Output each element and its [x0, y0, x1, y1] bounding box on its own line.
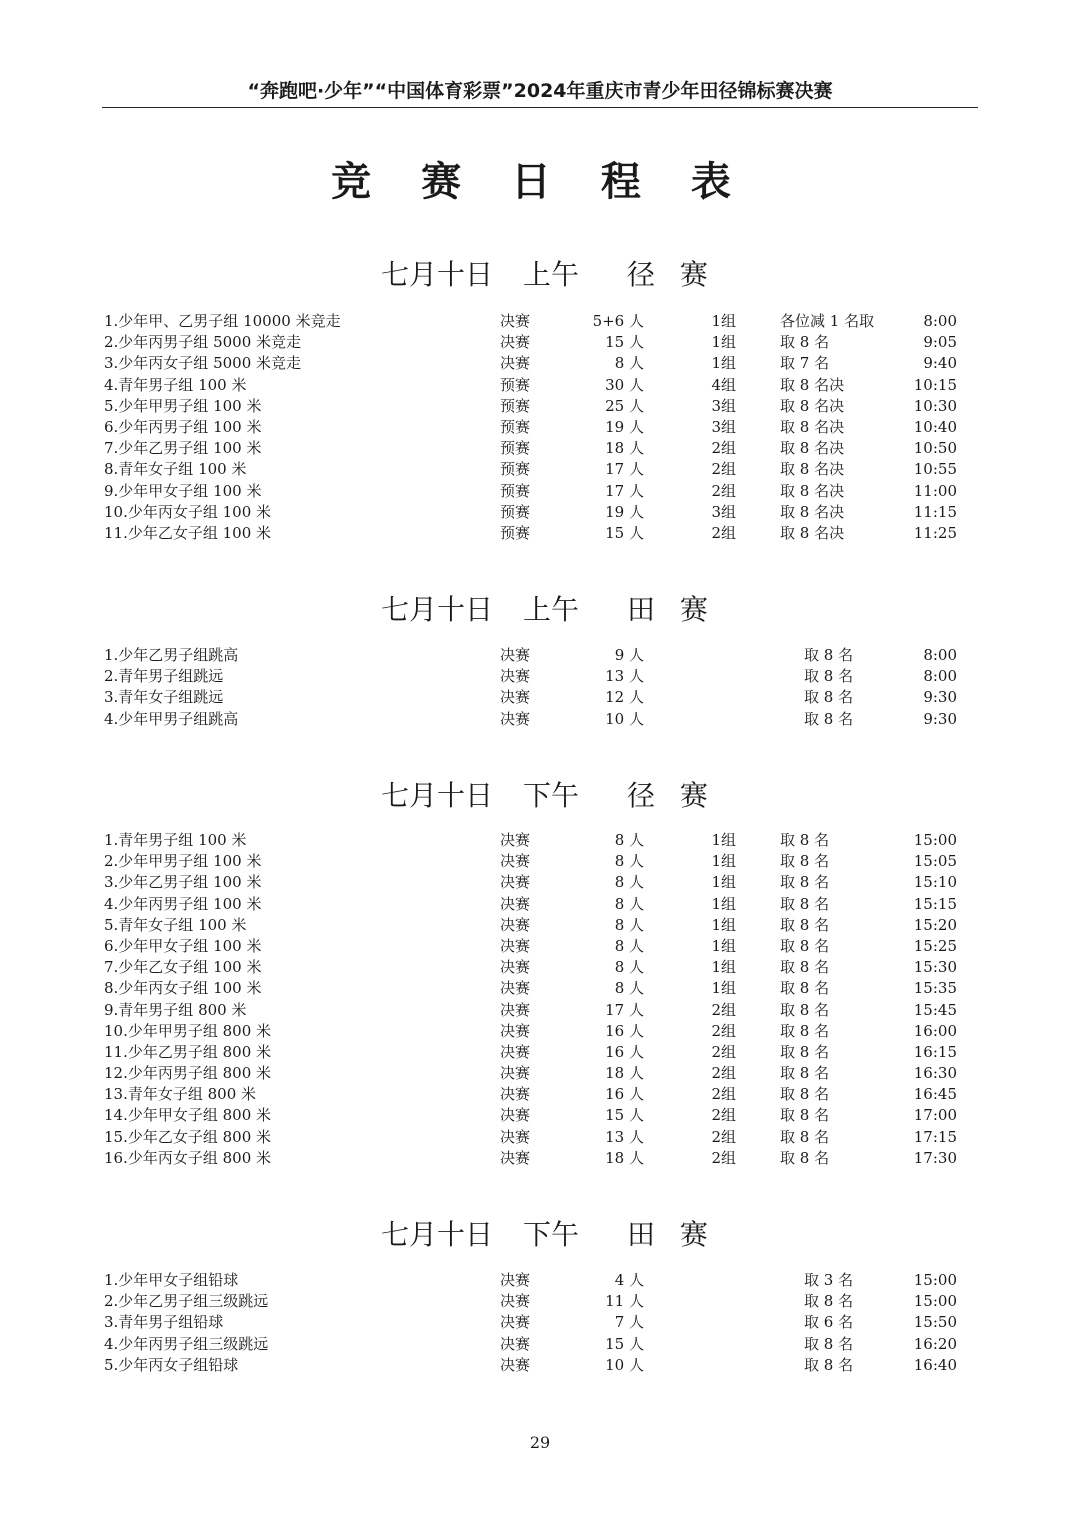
table-row [0, 353, 1080, 374]
athlete-count: 8 人 [614, 958, 644, 977]
advance-rule: 取 8 名 [804, 1355, 854, 1374]
event-name: 4.少年丙男子组三级跳远 [104, 1334, 269, 1353]
start-time: 15:00 [913, 831, 957, 849]
advance-rule: 取 8 名 [780, 1085, 830, 1104]
athlete-count: 19 人 [605, 502, 644, 521]
group-count: 2组 [711, 1064, 736, 1083]
start-time: 17:15 [913, 1127, 957, 1146]
advance-rule: 取 8 名决 [780, 481, 845, 500]
section-period: 上午 [523, 258, 580, 291]
athlete-count: 13 人 [605, 1127, 644, 1146]
round-type: 决赛 [500, 1085, 531, 1104]
athlete-count: 12 人 [605, 688, 644, 707]
section-date: 七月十日 [380, 779, 493, 812]
table-row [0, 851, 1080, 872]
group-count: 2组 [711, 1021, 736, 1040]
table-row [0, 1291, 1080, 1312]
advance-rule: 取 8 名决 [780, 396, 845, 415]
group-count: 2组 [711, 439, 736, 458]
advance-rule: 取 8 名 [780, 915, 830, 934]
round-type: 决赛 [500, 1292, 531, 1311]
round-type: 决赛 [500, 979, 531, 998]
start-time: 9:30 [923, 688, 957, 707]
advance-rule: 取 8 名 [780, 831, 830, 849]
round-type: 决赛 [500, 1064, 531, 1083]
start-time: 11:00 [913, 481, 957, 500]
round-type: 预赛 [500, 439, 531, 458]
athlete-count: 8 人 [614, 831, 644, 849]
start-time: 16:45 [913, 1085, 957, 1104]
advance-rule: 取 8 名 [780, 979, 830, 998]
event-name: 3.青年女子组跳远 [104, 688, 224, 707]
athlete-count: 16 人 [605, 1042, 644, 1061]
round-type: 预赛 [500, 417, 531, 436]
start-time: 8:00 [923, 667, 957, 686]
event-name: 2.少年乙男子组三级跳远 [104, 1292, 269, 1311]
start-time: 16:15 [913, 1042, 957, 1061]
start-time: 9:05 [923, 333, 957, 352]
athlete-count: 15 人 [605, 1106, 644, 1125]
table-row [0, 894, 1080, 915]
event-name: 5.青年女子组 100 米 [104, 915, 247, 934]
advance-rule: 各位减 1 名取 [780, 312, 875, 330]
round-type: 决赛 [500, 831, 531, 849]
section-period: 上午 [523, 593, 580, 626]
start-time: 11:25 [913, 523, 957, 542]
round-type: 决赛 [500, 646, 531, 664]
section-heading-am-field [0, 588, 1080, 628]
event-name: 2.少年甲男子组 100 米 [104, 852, 262, 871]
table-row [0, 1000, 1080, 1021]
start-time: 10:40 [913, 417, 957, 436]
group-count: 1组 [711, 831, 736, 849]
start-time: 15:45 [913, 1000, 957, 1019]
advance-rule: 取 8 名决 [780, 502, 845, 521]
table-row [0, 936, 1080, 957]
table-row [0, 1084, 1080, 1105]
group-count: 1组 [711, 936, 736, 955]
event-name: 5.少年甲男子组 100 米 [104, 396, 262, 415]
round-type: 决赛 [500, 1000, 531, 1019]
athlete-count: 8 人 [614, 852, 644, 871]
event-name: 1.少年乙男子组跳高 [104, 646, 239, 664]
group-count: 1组 [711, 852, 736, 871]
start-time: 15:20 [913, 915, 957, 934]
table-row [0, 645, 1080, 666]
group-count: 1组 [711, 958, 736, 977]
event-name: 3.少年丙女子组 5000 米竞走 [104, 354, 302, 373]
event-name: 9.青年男子组 800 米 [104, 1000, 247, 1019]
round-type: 决赛 [500, 894, 531, 913]
schedule-table-am-field [0, 645, 1080, 730]
athlete-count: 13 人 [605, 667, 644, 686]
group-count: 2组 [711, 1042, 736, 1061]
advance-rule: 取 7 名 [780, 354, 830, 373]
round-type: 预赛 [500, 502, 531, 521]
event-name: 8.少年丙女子组 100 米 [104, 979, 262, 998]
event-name: 1.少年甲女子组铅球 [104, 1271, 239, 1289]
advance-rule: 取 8 名 [804, 1334, 854, 1353]
athlete-count: 8 人 [614, 936, 644, 955]
advance-rule: 取 8 名 [780, 852, 830, 871]
table-row [0, 915, 1080, 936]
table-row [0, 396, 1080, 417]
group-count: 2组 [711, 1127, 736, 1146]
group-count: 2组 [711, 523, 736, 542]
group-count: 3组 [711, 417, 736, 436]
start-time: 15:00 [913, 1292, 957, 1311]
start-time: 15:50 [913, 1313, 957, 1332]
page-number: 29 [529, 1433, 551, 1452]
round-type: 决赛 [500, 312, 531, 330]
advance-rule: 取 3 名 [804, 1271, 854, 1289]
table-row [0, 1355, 1080, 1376]
start-time: 17:30 [913, 1148, 957, 1167]
start-time: 16:30 [913, 1064, 957, 1083]
section-date: 七月十日 [380, 258, 493, 291]
section-period: 下午 [523, 1218, 580, 1251]
group-count: 4组 [711, 375, 736, 394]
table-row [0, 502, 1080, 523]
advance-rule: 取 8 名 [780, 936, 830, 955]
athlete-count: 16 人 [605, 1085, 644, 1104]
event-name: 3.青年男子组铅球 [104, 1313, 224, 1332]
round-type: 决赛 [500, 958, 531, 977]
schedule-table-pm-field [0, 1270, 1080, 1376]
table-row [0, 1063, 1080, 1084]
table-row [0, 438, 1080, 459]
section-heading-am-track [0, 253, 1080, 293]
round-type: 决赛 [500, 1042, 531, 1061]
round-type: 决赛 [500, 1313, 531, 1332]
advance-rule: 取 8 名 [780, 958, 830, 977]
group-count: 2组 [711, 460, 736, 479]
table-row [0, 1312, 1080, 1333]
table-row [0, 687, 1080, 708]
section-type: 径 赛 [627, 779, 716, 812]
table-row [0, 978, 1080, 999]
start-time: 15:10 [913, 873, 957, 892]
athlete-count: 10 人 [605, 1355, 644, 1374]
start-time: 15:05 [913, 852, 957, 871]
athlete-count: 17 人 [605, 481, 644, 500]
event-name: 4.青年男子组 100 米 [104, 375, 247, 394]
advance-rule: 取 8 名 [804, 709, 854, 728]
table-row [0, 709, 1080, 730]
group-count: 1组 [711, 333, 736, 352]
group-count: 2组 [711, 1000, 736, 1019]
advance-rule: 取 8 名决 [780, 417, 845, 436]
event-name: 13.青年女子组 800 米 [104, 1085, 257, 1104]
section-type: 田 赛 [627, 1218, 716, 1251]
round-type: 决赛 [500, 873, 531, 892]
table-row [0, 1042, 1080, 1063]
table-row [0, 872, 1080, 893]
section-type: 径 赛 [627, 258, 716, 291]
group-count: 1组 [711, 894, 736, 913]
athlete-count: 30 人 [605, 375, 644, 394]
event-name: 11.少年乙男子组 800 米 [104, 1042, 272, 1061]
athlete-count: 8 人 [614, 894, 644, 913]
event-name: 10.少年甲男子组 800 米 [104, 1021, 272, 1040]
advance-rule: 取 8 名决 [780, 439, 845, 458]
start-time: 11:15 [913, 502, 957, 521]
start-time: 8:00 [923, 646, 957, 664]
event-name: 1.青年男子组 100 米 [104, 831, 247, 849]
header-divider [102, 107, 978, 108]
athlete-count: 8 人 [614, 354, 644, 373]
event-name: 5.少年丙女子组铅球 [104, 1355, 239, 1374]
event-name: 6.少年丙男子组 100 米 [104, 417, 262, 436]
advance-rule: 取 8 名 [804, 667, 854, 686]
athlete-count: 8 人 [614, 873, 644, 892]
round-type: 决赛 [500, 354, 531, 373]
table-row [0, 1021, 1080, 1042]
table-row [0, 332, 1080, 353]
event-name: 10.少年丙女子组 100 米 [104, 502, 272, 521]
start-time: 16:20 [913, 1334, 957, 1353]
table-row [0, 1127, 1080, 1148]
start-time: 10:50 [913, 439, 957, 458]
advance-rule: 取 8 名决 [780, 460, 845, 479]
group-count: 1组 [711, 915, 736, 934]
athlete-count: 11 人 [605, 1292, 644, 1311]
round-type: 决赛 [500, 1106, 531, 1125]
event-name: 14.少年甲女子组 800 米 [104, 1106, 272, 1125]
advance-rule: 取 8 名 [780, 1021, 830, 1040]
round-type: 决赛 [500, 915, 531, 934]
advance-rule: 取 8 名 [780, 1064, 830, 1083]
athlete-count: 15 人 [605, 523, 644, 542]
group-count: 2组 [711, 1148, 736, 1167]
athlete-count: 17 人 [605, 460, 644, 479]
advance-rule: 取 8 名 [804, 1292, 854, 1311]
athlete-count: 15 人 [605, 1334, 644, 1353]
section-period: 下午 [523, 779, 580, 812]
section-date: 七月十日 [380, 1218, 493, 1251]
advance-rule: 取 8 名 [804, 688, 854, 707]
event-name: 3.少年乙男子组 100 米 [104, 873, 262, 892]
athlete-count: 16 人 [605, 1021, 644, 1040]
round-type: 决赛 [500, 936, 531, 955]
table-row [0, 523, 1080, 544]
schedule-table-pm-track [0, 830, 1080, 1169]
athlete-count: 8 人 [614, 979, 644, 998]
athlete-count: 18 人 [605, 439, 644, 458]
event-name: 2.青年男子组跳远 [104, 667, 224, 686]
table-row [0, 417, 1080, 438]
event-name: 1.少年甲、乙男子组 10000 米竞走 [104, 312, 341, 330]
athlete-count: 25 人 [605, 396, 644, 415]
round-type: 决赛 [500, 667, 531, 686]
advance-rule: 取 8 名决 [780, 523, 845, 542]
schedule-table-am-track [0, 311, 1080, 544]
page-title: 竞 赛 日 程 表 [331, 159, 749, 205]
event-name: 8.青年女子组 100 米 [104, 460, 247, 479]
advance-rule: 取 8 名决 [780, 375, 845, 394]
round-type: 决赛 [500, 1271, 531, 1289]
section-heading-pm-track [0, 774, 1080, 814]
start-time: 10:30 [913, 396, 957, 415]
start-time: 9:30 [923, 709, 957, 728]
group-count: 1组 [711, 354, 736, 373]
event-name: 6.少年甲女子组 100 米 [104, 936, 262, 955]
start-time: 9:40 [923, 354, 957, 373]
athlete-count: 19 人 [605, 417, 644, 436]
table-row [0, 666, 1080, 687]
start-time: 10:55 [913, 460, 957, 479]
advance-rule: 取 8 名 [780, 333, 830, 352]
group-count: 3组 [711, 502, 736, 521]
table-row [0, 481, 1080, 502]
advance-rule: 取 8 名 [780, 1106, 830, 1125]
round-type: 决赛 [500, 1355, 531, 1374]
event-name: 7.少年乙女子组 100 米 [104, 958, 262, 977]
table-row [0, 1148, 1080, 1169]
athlete-count: 7 人 [614, 1313, 644, 1332]
event-name: 4.少年甲男子组跳高 [104, 709, 239, 728]
event-name: 15.少年乙女子组 800 米 [104, 1127, 272, 1146]
event-name: 12.少年丙男子组 800 米 [104, 1064, 272, 1083]
athlete-count: 18 人 [605, 1148, 644, 1167]
round-type: 决赛 [500, 1021, 531, 1040]
table-row [0, 459, 1080, 480]
event-name: 2.少年丙男子组 5000 米竞走 [104, 333, 302, 352]
group-count: 1组 [711, 979, 736, 998]
group-count: 2组 [711, 1106, 736, 1125]
group-count: 3组 [711, 396, 736, 415]
round-type: 预赛 [500, 481, 531, 500]
round-type: 决赛 [500, 852, 531, 871]
start-time: 16:00 [913, 1021, 957, 1040]
athlete-count: 9 人 [614, 646, 644, 664]
start-time: 15:25 [913, 936, 957, 955]
round-type: 决赛 [500, 688, 531, 707]
table-row [0, 830, 1080, 851]
advance-rule: 取 8 名 [780, 1000, 830, 1019]
round-type: 预赛 [500, 460, 531, 479]
advance-rule: 取 8 名 [780, 1127, 830, 1146]
advance-rule: 取 8 名 [780, 894, 830, 913]
start-time: 16:40 [913, 1355, 957, 1374]
section-type: 田 赛 [627, 593, 716, 626]
round-type: 预赛 [500, 375, 531, 394]
round-type: 预赛 [500, 396, 531, 415]
start-time: 15:35 [913, 979, 957, 998]
athlete-count: 18 人 [605, 1064, 644, 1083]
table-row [0, 1334, 1080, 1355]
advance-rule: 取 8 名 [780, 1042, 830, 1061]
round-type: 决赛 [500, 333, 531, 352]
document-header: “奔跑吧·少年”“中国体育彩票”2024年重庆市青少年田径锦标赛决赛 [247, 80, 833, 102]
event-name: 16.少年丙女子组 800 米 [104, 1148, 272, 1167]
round-type: 决赛 [500, 1127, 531, 1146]
round-type: 决赛 [500, 1148, 531, 1167]
advance-rule: 取 8 名 [804, 646, 854, 664]
round-type: 决赛 [500, 1334, 531, 1353]
section-heading-pm-field [0, 1213, 1080, 1253]
start-time: 15:30 [913, 958, 957, 977]
table-row [0, 1105, 1080, 1126]
event-name: 7.少年乙男子组 100 米 [104, 439, 262, 458]
athlete-count: 17 人 [605, 1000, 644, 1019]
group-count: 2组 [711, 481, 736, 500]
event-name: 11.少年乙女子组 100 米 [104, 523, 272, 542]
athlete-count: 10 人 [605, 709, 644, 728]
round-type: 决赛 [500, 709, 531, 728]
table-row [0, 311, 1080, 332]
advance-rule: 取 8 名 [780, 1148, 830, 1167]
start-time: 15:15 [913, 894, 957, 913]
start-time: 17:00 [913, 1106, 957, 1125]
start-time: 10:15 [913, 375, 957, 394]
athlete-count: 5+6 人 [592, 312, 644, 330]
section-date: 七月十日 [380, 593, 493, 626]
advance-rule: 取 6 名 [804, 1313, 854, 1332]
start-time: 8:00 [923, 312, 957, 330]
table-row [0, 957, 1080, 978]
round-type: 预赛 [500, 523, 531, 542]
start-time: 15:00 [913, 1271, 957, 1289]
advance-rule: 取 8 名 [780, 873, 830, 892]
athlete-count: 8 人 [614, 915, 644, 934]
table-row [0, 1270, 1080, 1291]
athlete-count: 15 人 [605, 333, 644, 352]
event-name: 4.少年丙男子组 100 米 [104, 894, 262, 913]
group-count: 1组 [711, 312, 736, 330]
event-name: 9.少年甲女子组 100 米 [104, 481, 262, 500]
table-row [0, 375, 1080, 396]
group-count: 2组 [711, 1085, 736, 1104]
athlete-count: 4 人 [614, 1271, 644, 1289]
group-count: 1组 [711, 873, 736, 892]
